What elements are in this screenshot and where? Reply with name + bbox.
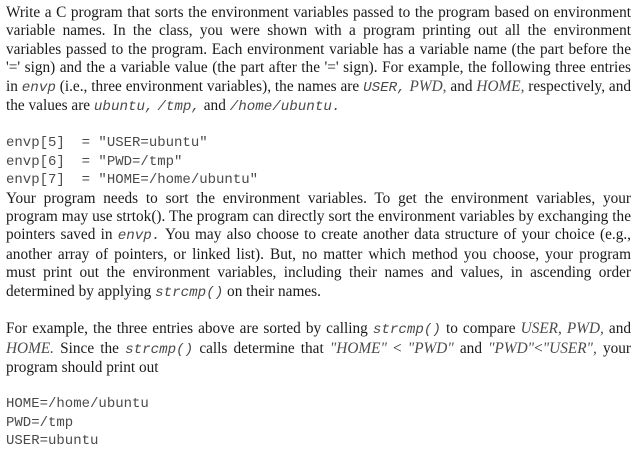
string-pwd: "PWD" [488,339,535,357]
string-home: "HOME" [329,339,387,357]
paragraph-requirements: Your program needs to sort the environment variables. To get the environment variables, your program may use strtok(). The program can directly sort the environment variables by exchanging the pointers saved in envp. You may also choose to create another data structure of your choice (e.g., another array of pointers, or linked list). But, no matter which method you choose, your program must print out the environment variables, including their names and values, in ascending order determined by applying strcmp() on their names. [6,189,631,301]
code-line: USER=ubuntu [6,433,99,450]
code-line: envp[6] = "PWD=/tmp" [6,153,183,170]
string-user: "USER", [542,339,597,357]
name-user: USER, [520,320,562,338]
paragraph-intro: Write a C program that sorts the environment variables passed to the program based on environment variable names. In the class, you were shown with a program printing out all the environment variables passed to the program. Each environment variable has a variable name (the part before the '=' sign) and the a variable value (the part after the '=' sign). For example, the following three entries in envp (i.e., three environment variables), the names are USER, PWD, and HOME, respectively, and the values are ubuntu, /tmp, and /home/ubuntu. [6,4,632,116]
document-page [6,4,631,451]
code-envp: envp [21,79,56,96]
code-line: HOME=/home/ubuntu [6,396,149,413]
code-line: envp[5] = "USER=ubuntu" [6,135,208,152]
name-pwd: PWD, [409,77,447,95]
code-strcmp: strcmp() [155,284,224,301]
paragraph-example: For example, the three entries above are sorted by calling strcmp() to compare USER, PWD, and HOME. Since the strcmp() calls determine that "HOME" < "PWD" and "PWD"<"USER", your program should print out [6,320,632,376]
text: (i.e., three environment variables), the names are [55,77,364,95]
text: Write a C program that sorts the environment variables passed to the program based on environment variable names. In the class, you were shown with a program printing out all the environment variables passed to the program. Each environment variable has a variable name (the part before the '=' sign) and the a variable value (the part after the '=' sign). For example, the following three entries in [6,4,631,95]
code-block-output [6,395,631,450]
spacer [6,377,631,395]
code-block-envp [6,134,631,189]
string-pwd: "PWD" [407,339,454,357]
name-home: HOME, [476,77,525,95]
value-tmp: /tmp, [157,99,200,116]
value-ubuntu: ubuntu, [93,99,154,116]
name-pwd: PWD, [566,320,604,338]
code-line: envp[7] = "HOME=/home/ubuntu" [6,172,259,189]
code-user: USER, [363,79,406,96]
value-home-ubuntu: /home/ubuntu. [229,99,341,116]
spacer [6,116,631,134]
name-home: HOME. [6,339,55,357]
code-envp: envp. [117,228,161,245]
code-strcmp: strcmp() [372,322,441,339]
spacer [6,302,631,320]
code-line: PWD=/tmp [6,414,74,431]
code-strcmp: strcmp() [125,341,194,358]
